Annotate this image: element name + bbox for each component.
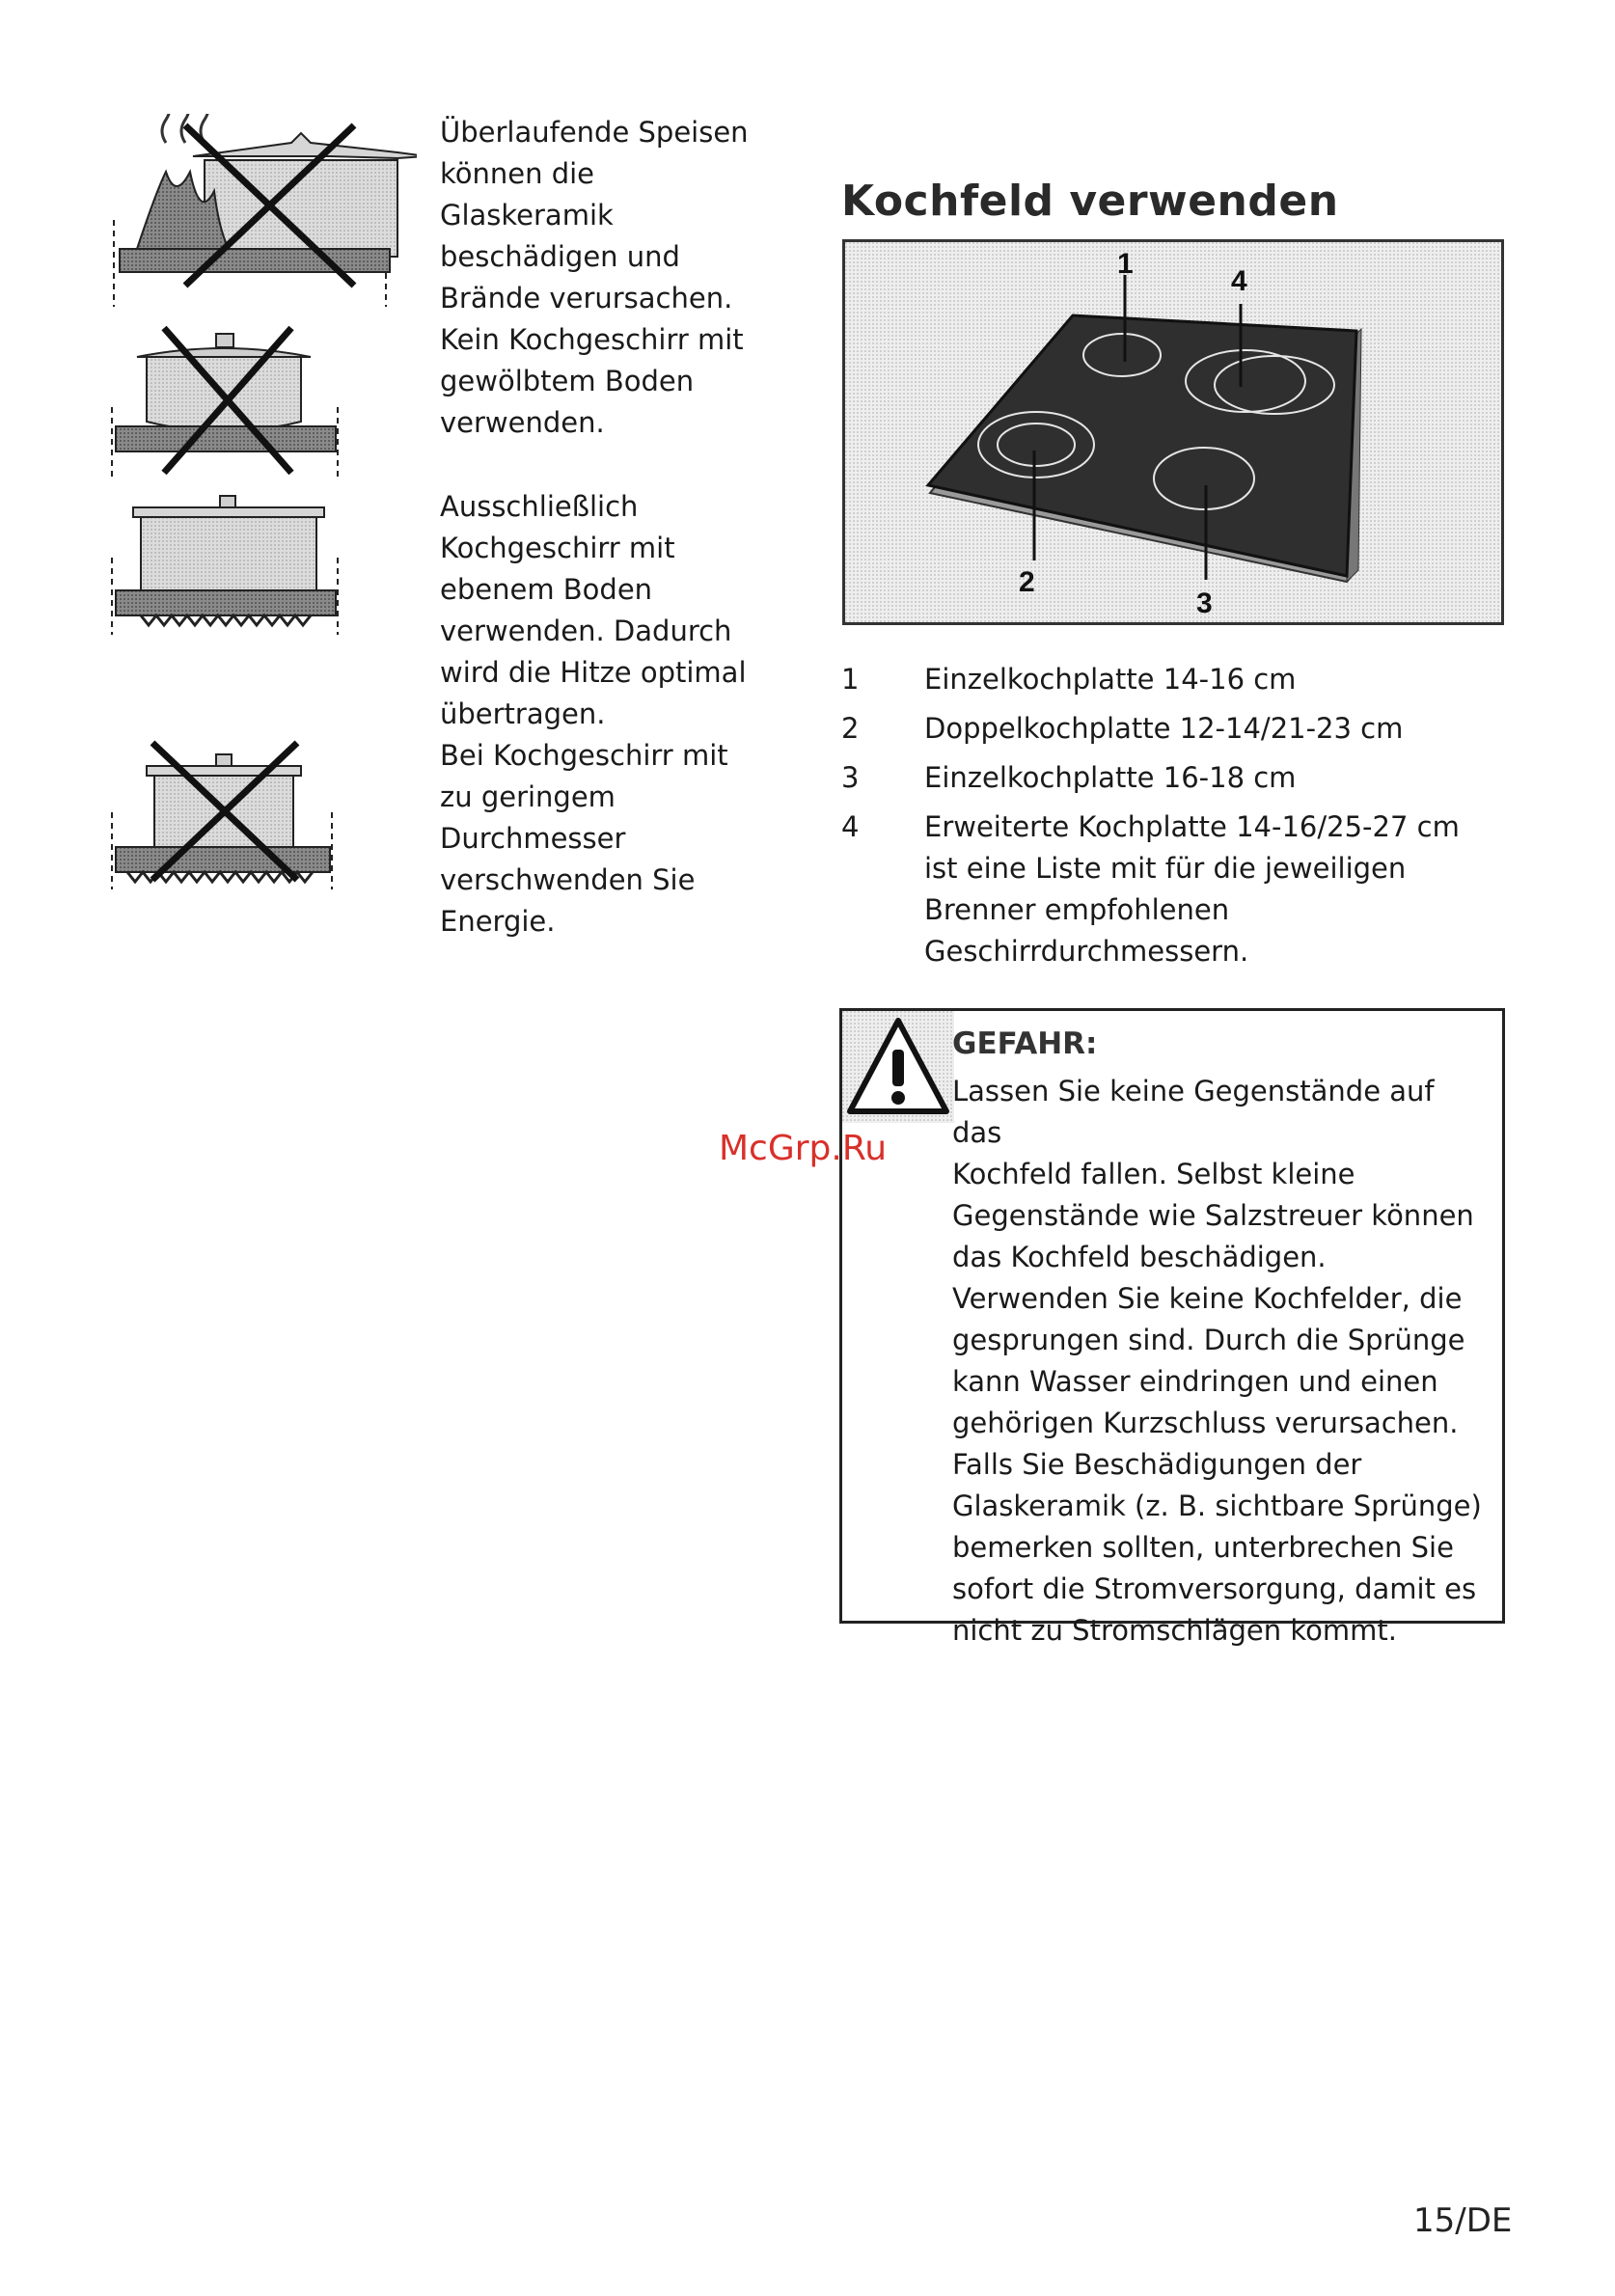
legend-number: 1: [841, 663, 860, 696]
section-title: Kochfeld verwenden: [841, 177, 1339, 226]
illustration-overboiling: [108, 114, 417, 307]
watermark: McGrp.Ru: [719, 1129, 888, 1168]
legend-number: 2: [841, 712, 860, 745]
legend-item: [841, 806, 1517, 972]
callout-2: 2: [1019, 566, 1035, 598]
warning-title: GEFAHR:: [952, 1026, 1098, 1061]
illustration-small-pot: [108, 735, 349, 889]
callout-1: 1: [1117, 248, 1134, 280]
legend-text: Doppelkochplatte 12-14/21-23 cm: [924, 712, 1404, 745]
callout-4: 4: [1231, 265, 1247, 297]
callout-3: 3: [1196, 588, 1213, 619]
cooktop-diagram: [842, 239, 1504, 625]
warning-text: Lassen Sie keine Gegenstände auf das Kochfeld fallen. Selbst kleine Gegenstände wie Salzstreuer können das Kochfeld beschädigen. Verwenden Sie keine Kochfelder, die gesprungen sind. Durch die Sprünge kann Wasser eindringen und einen gehörigen Kurzschluss verursachen. Falls Sie Beschädigungen der Glaskeramik (z. B. sichtbare Sprünge) bemerken sollten, unterbrechen Sie sofort die Stromversorgung, damit es nicht zu Stromschlägen kommt.: [952, 1075, 1482, 1647]
illustration-domed-pot: [108, 320, 349, 479]
illustration-flat-pot: [108, 490, 349, 635]
legend-text: Erweiterte Kochplatte 14-16/25-27 cm ist eine Liste mit für die jeweiligen Brenner empfohlenen Geschirrdurchmessern.: [924, 810, 1460, 968]
text-overboiling-warning: Überlaufende Speisen können die Glaskeramik beschädigen und Brände verursachen. Kein Kochgeschirr mit gewölbtem Boden verwenden.: [440, 116, 749, 439]
legend-item: [841, 757, 1517, 799]
legend-text: Einzelkochplatte 16-18 cm: [924, 761, 1297, 794]
legend-text: Einzelkochplatte 14-16 cm: [924, 663, 1297, 696]
text-flat-bottom-advice: Ausschließlich Kochgeschirr mit ebenem Boden verwenden. Dadurch wird die Hitze optimal übertragen. Bei Kochgeschirr mit zu geringem Durchmesser verschwenden Sie Energie.: [440, 490, 747, 938]
danger-warning-box: [839, 1008, 1505, 1647]
legend-number: 3: [841, 761, 860, 794]
legend-item: [841, 708, 1517, 750]
zone-legend: [841, 659, 1517, 980]
warning-triangle-icon: [842, 1011, 954, 1123]
legend-item: [841, 659, 1517, 700]
page-number: 15/DE: [1413, 2201, 1513, 2240]
legend-number: 4: [841, 810, 860, 843]
cooktop-illustration: [845, 242, 1501, 622]
